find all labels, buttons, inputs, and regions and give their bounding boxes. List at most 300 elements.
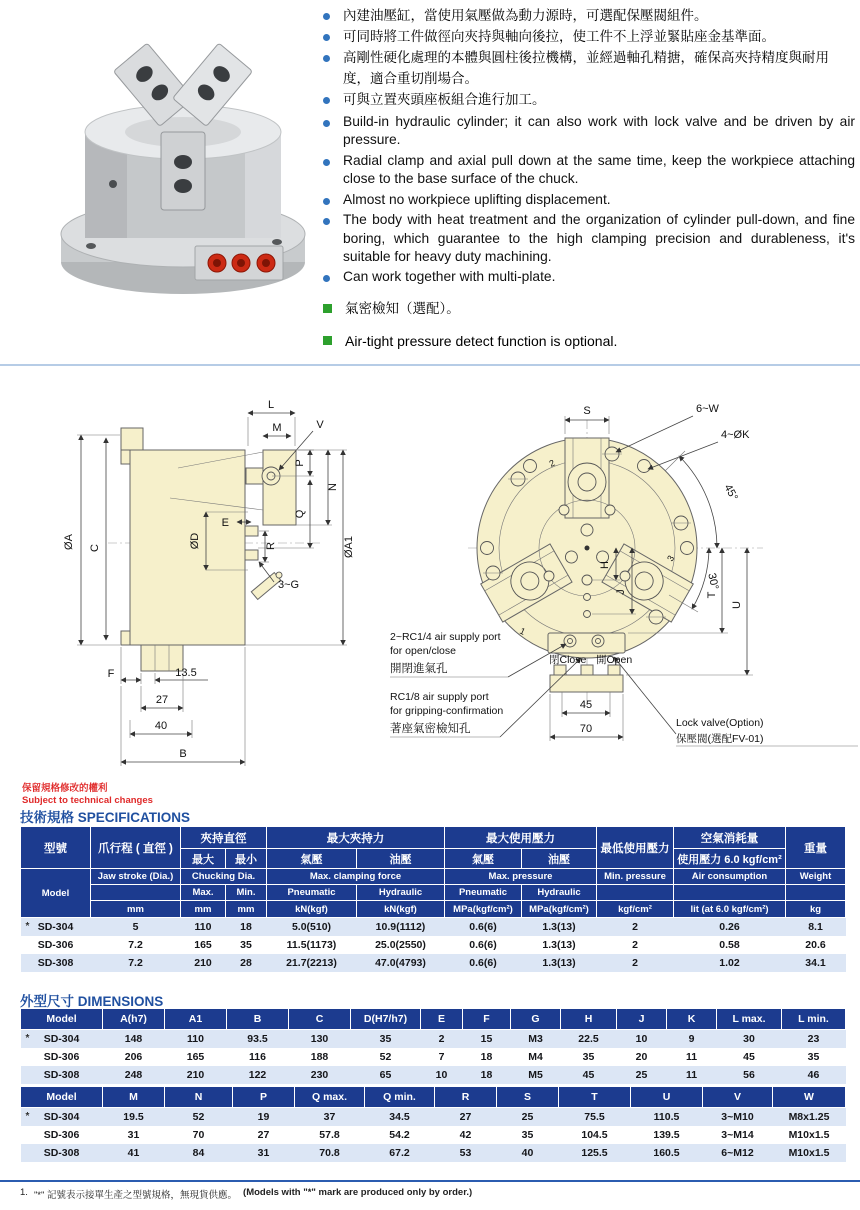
list-item xyxy=(323,27,855,48)
list-item xyxy=(323,211,855,266)
col-header: Min. pressure xyxy=(597,869,674,885)
footnote-number: 1. xyxy=(20,1187,28,1198)
column-header: Q min. xyxy=(365,1087,435,1108)
unit-header: kg xyxy=(786,901,846,918)
table-cell: 3~M10 xyxy=(721,1111,754,1123)
callout-grip-line1: RC1/8 air supply port xyxy=(390,691,489,703)
table-cell: 148 xyxy=(124,1033,143,1045)
footer-rule xyxy=(0,1180,860,1182)
table-cell: M10x1.5 xyxy=(788,1129,830,1141)
model-name: SD-304 xyxy=(43,1033,80,1045)
table-cell: 67.2 xyxy=(389,1147,410,1159)
table-cell: 27 xyxy=(257,1129,270,1141)
table-cell: 160.5 xyxy=(653,1147,680,1159)
specifications-title: 技術規格 SPECIFICATIONS xyxy=(20,810,191,825)
col-header: 氣壓 xyxy=(445,849,522,869)
table-cell: 0.6(6) xyxy=(469,939,497,951)
col-header: Min. xyxy=(226,885,267,901)
table-cell: 25.0(2550) xyxy=(375,939,426,951)
table-cell: M10x1.5 xyxy=(788,1147,830,1159)
table-cell: 8.1 xyxy=(808,921,823,933)
label-close: 閉Close xyxy=(549,654,587,666)
table-cell: 0.6(6) xyxy=(469,957,497,969)
bullet-dot-icon xyxy=(323,159,330,166)
table-cell: 22.5 xyxy=(578,1033,599,1045)
product-photo xyxy=(55,12,315,304)
list-item xyxy=(323,113,855,150)
dim-label-M: M xyxy=(272,422,282,434)
table-cell: 1.3(13) xyxy=(542,957,576,969)
list-item xyxy=(323,6,855,27)
table-cell: 47.0(4793) xyxy=(375,957,426,969)
column-header: J xyxy=(617,1009,667,1030)
table-cell: 0.26 xyxy=(719,921,740,933)
table-cell: M4 xyxy=(528,1051,543,1063)
column-header: C xyxy=(289,1009,351,1030)
table-row xyxy=(21,1108,846,1127)
table-cell: 165 xyxy=(194,939,212,951)
table-cell: 9 xyxy=(688,1033,695,1045)
table-cell: 206 xyxy=(124,1051,143,1063)
table-cell: 10 xyxy=(635,1033,648,1045)
column-header: Model xyxy=(21,1009,103,1030)
col-header: 最大 xyxy=(181,849,226,869)
spec-table-header xyxy=(21,827,846,918)
bullet-dot-icon xyxy=(323,218,330,225)
bullet-text: 高剛性硬化處理的本體與圓柱後拉機構，並經過軸孔精搪，確保高夾持精度與耐用度，適合重切削場合。 xyxy=(343,49,829,87)
table-cell: 37 xyxy=(323,1111,336,1123)
dim-label-6W: 6~W xyxy=(696,403,719,415)
chinese-bullet-list xyxy=(323,6,855,111)
model-cell xyxy=(21,1108,103,1127)
table-row xyxy=(21,1144,846,1162)
list-item xyxy=(323,152,855,189)
bullet-text: The body with heat treatment and the organization of cylinder pull-down, and fine boring, which guarantee to the high clamping precision and durableness, it's suitable for heavy duty machining. xyxy=(343,212,855,264)
header-row xyxy=(21,1087,846,1108)
table-cell: 210 xyxy=(194,957,212,969)
table-cell: 5 xyxy=(132,921,139,933)
table-cell: M5 xyxy=(528,1069,543,1081)
table-cell: 75.5 xyxy=(584,1111,605,1123)
table-cell: 7.2 xyxy=(128,957,143,969)
dim-label-T: T xyxy=(706,591,718,599)
column-header: G xyxy=(511,1009,561,1030)
table-cell: 165 xyxy=(186,1051,205,1063)
col-header: 油壓 xyxy=(522,849,597,869)
bullet-text: 氣密檢知（選配）。 xyxy=(345,300,460,317)
model-cell xyxy=(21,1048,103,1066)
column-header: L max. xyxy=(717,1009,782,1030)
option-bullet-list xyxy=(323,300,855,350)
col-header: Chucking Dia. xyxy=(181,869,267,885)
header-row xyxy=(21,1009,846,1030)
table-row xyxy=(21,1126,846,1144)
bullet-text: 可與立置夾頭座板組合進行加工。 xyxy=(343,91,546,108)
list-item xyxy=(323,268,855,286)
column-header: K xyxy=(667,1009,717,1030)
dim-label-R: R xyxy=(265,542,277,550)
list-item xyxy=(323,48,855,90)
dim-label-4OK: 4~ØK xyxy=(721,429,750,441)
dimensions-table-1 xyxy=(20,1008,846,1084)
dim-label-H: H xyxy=(599,561,611,569)
bullet-dot-icon xyxy=(323,120,330,127)
base-hole xyxy=(86,243,96,249)
table-cell: 70.8 xyxy=(319,1147,340,1159)
bullet-text: Radial clamp and axial pull down at the same time, keep the workpiece attaching close to the base surface of the chuck. xyxy=(343,152,855,187)
table-cell: 18 xyxy=(480,1069,493,1081)
dims1-body xyxy=(21,1030,846,1085)
dim-label-S: S xyxy=(583,405,591,417)
bullet-text: Air-tight pressure detect function is optional. xyxy=(345,332,618,349)
table-cell: 34.1 xyxy=(805,957,826,969)
table-cell: 10 xyxy=(435,1069,448,1081)
footnote-en: (Models with "*" mark are produced only by order.) xyxy=(243,1187,473,1198)
table-cell: 70 xyxy=(192,1129,205,1141)
table-cell: 20.6 xyxy=(805,939,826,951)
col-header: Max. pressure xyxy=(445,869,597,885)
table-cell: M8x1.25 xyxy=(788,1111,830,1123)
unit-header: kgf/cm² xyxy=(597,901,674,918)
bullet-text: Can work together with multi-plate. xyxy=(343,269,556,285)
technical-drawing-face-view xyxy=(388,390,860,778)
col-header: 氣壓 xyxy=(267,849,357,869)
callout-grip-line2: for gripping-confirmation xyxy=(390,705,504,717)
table-cell: 31 xyxy=(257,1147,270,1159)
col-header-empty xyxy=(91,885,181,901)
jaw-front xyxy=(161,132,205,210)
col-header: 最低使用壓力 xyxy=(597,827,674,869)
col-header: 爪行程 ( 直徑 ) xyxy=(91,827,181,869)
col-header: Pneumatic xyxy=(445,885,522,901)
table-cell: 15 xyxy=(480,1033,493,1045)
notice-en: Subject to technical changes xyxy=(22,795,153,807)
callout-open-line3: 開閉進氣孔 xyxy=(390,663,448,675)
model-name: SD-308 xyxy=(43,1147,80,1159)
dimensions-table-2 xyxy=(20,1086,846,1162)
dim-label-E: E xyxy=(221,517,229,529)
model-name: SD-304 xyxy=(43,1111,80,1123)
table-cell: 27 xyxy=(459,1111,472,1123)
dim-label-N: N xyxy=(327,483,339,491)
col-header: 油壓 xyxy=(357,849,445,869)
dim-label-OA1: ØA1 xyxy=(343,535,355,559)
notice-zh: 保留規格修改的權利 xyxy=(22,783,108,794)
model-cell xyxy=(21,936,91,954)
table-cell: 45 xyxy=(582,1069,595,1081)
table-cell: 6~M12 xyxy=(721,1147,754,1159)
col-header: Pneumatic xyxy=(267,885,357,901)
table-cell: 2 xyxy=(438,1033,445,1045)
model-name: SD-308 xyxy=(37,957,74,969)
dim-label-U: U xyxy=(731,601,743,609)
jaw-number-2: 2 xyxy=(547,457,557,469)
table-cell: 248 xyxy=(124,1069,143,1081)
body-port xyxy=(109,180,117,188)
table-cell: 35 xyxy=(240,939,252,951)
column-header: B xyxy=(227,1009,289,1030)
list-item xyxy=(323,90,855,111)
table-cell: 40 xyxy=(521,1147,534,1159)
col-header: 型號 xyxy=(21,827,91,869)
jaw-number-1: 1 xyxy=(518,625,527,637)
bullet-dot-icon xyxy=(323,34,330,41)
table-cell: 84 xyxy=(192,1147,205,1159)
table-cell: 2 xyxy=(632,957,638,969)
dim-label-B: B xyxy=(179,748,187,760)
table-cell: 110 xyxy=(187,1033,204,1045)
bullet-square-icon xyxy=(323,304,332,313)
model-cell xyxy=(21,1066,103,1084)
bullet-text: 可同時將工件做徑向夾持與軸向後拉，使工件不上浮並緊貼座金基準面。 xyxy=(343,28,775,45)
english-bullet-list xyxy=(323,113,855,287)
red-port-bore xyxy=(213,259,221,267)
col-header: 空氣消耗量 xyxy=(674,827,786,849)
table-cell: 7 xyxy=(438,1051,445,1063)
table-row xyxy=(21,1030,846,1049)
table-cell: 230 xyxy=(310,1069,329,1081)
unit-header: MPa(kgf/cm²) xyxy=(522,901,597,918)
chuck-photo-illustration xyxy=(55,12,315,304)
table-cell: 19 xyxy=(257,1111,270,1123)
table-cell: 1.02 xyxy=(719,957,740,969)
table-cell: 1.3(13) xyxy=(542,939,576,951)
table-cell: 41 xyxy=(127,1147,140,1159)
table-cell: 2 xyxy=(632,939,638,951)
unit-header: mm xyxy=(181,901,226,918)
dim-label-L: L xyxy=(267,399,275,411)
column-header: R xyxy=(435,1087,497,1108)
column-header: S xyxy=(497,1087,559,1108)
col-header: Model xyxy=(21,869,91,918)
dimensions-title: 外型尺寸 DIMENSIONS xyxy=(20,994,164,1009)
model-cell xyxy=(21,1030,103,1049)
column-header: A1 xyxy=(165,1009,227,1030)
table-cell: 34.5 xyxy=(389,1111,410,1123)
table-cell: 46 xyxy=(807,1069,820,1081)
dim-label-13-5: 13.5 xyxy=(175,667,197,679)
dim-label-J: J xyxy=(615,589,627,595)
col-header: 最小 xyxy=(226,849,267,869)
table-cell: 104.5 xyxy=(581,1129,608,1141)
table-cell: 188 xyxy=(310,1051,329,1063)
table-cell: 52 xyxy=(192,1111,205,1123)
dims2-body xyxy=(21,1108,846,1163)
dim-label-C: C xyxy=(89,544,101,552)
col-header: Max. clamping force xyxy=(267,869,445,885)
base-hole xyxy=(272,239,282,245)
table-cell: 35 xyxy=(807,1051,820,1063)
table-cell: 1.3(13) xyxy=(542,921,576,933)
column-header: N xyxy=(165,1087,233,1108)
table-cell: 20 xyxy=(635,1051,648,1063)
table-cell: 11.5(1173) xyxy=(286,939,337,951)
unit-header: MPa(kgf/cm²) xyxy=(445,901,522,918)
col-header: Jaw stroke (Dia.) xyxy=(91,869,181,885)
table-cell: 28 xyxy=(240,957,252,969)
spec-table-body xyxy=(21,918,846,973)
model-name: SD-306 xyxy=(37,939,74,951)
table-cell: 35 xyxy=(582,1051,595,1063)
model-cell xyxy=(21,918,91,937)
table-cell: 25 xyxy=(521,1111,534,1123)
list-item xyxy=(323,332,855,350)
column-header: F xyxy=(463,1009,511,1030)
table-cell: 3~M14 xyxy=(721,1129,754,1141)
technical-drawing-side-view xyxy=(58,390,403,778)
bullet-text: Build-in hydraulic cylinder; it can also work with lock valve and be driven by air pressure. xyxy=(343,113,855,148)
red-port-bore xyxy=(237,259,245,267)
dim-label-V: V xyxy=(316,419,324,431)
table-cell: 210 xyxy=(186,1069,205,1081)
table-cell: 30 xyxy=(743,1033,755,1045)
col-header: 重量 xyxy=(786,827,846,869)
table-cell: 56 xyxy=(743,1069,755,1081)
footnote-zh: "*" 記號表示接單生產之型號規格，無現貨供應。 xyxy=(33,1190,238,1201)
part-outline xyxy=(108,428,320,671)
model-cell xyxy=(21,1144,103,1162)
table-cell: 25 xyxy=(635,1069,648,1081)
column-header: W xyxy=(773,1087,846,1108)
col-header: 夾持直徑 xyxy=(181,827,267,849)
dim-label-70: 70 xyxy=(579,723,593,735)
callout-grip-line3: 著座氣密檢知孔 xyxy=(390,723,471,735)
table-cell: 122 xyxy=(248,1069,267,1081)
model-name: SD-304 xyxy=(37,921,74,933)
bullet-dot-icon xyxy=(323,55,330,62)
table-cell: 54.2 xyxy=(389,1129,410,1141)
made-to-order-star: * xyxy=(25,1033,30,1044)
dim-label-OD: ØD xyxy=(189,532,201,550)
table-cell: 45 xyxy=(743,1051,755,1063)
column-header: P xyxy=(233,1087,295,1108)
dims2-header xyxy=(21,1087,846,1108)
dim-label-45: 45 xyxy=(579,699,593,711)
column-header: H xyxy=(561,1009,617,1030)
dim-label-Q: Q xyxy=(294,509,306,519)
feature-bullets xyxy=(323,6,855,350)
table-row xyxy=(21,936,846,954)
table-cell: 65 xyxy=(379,1069,392,1081)
unit-header: mm xyxy=(226,901,267,918)
col-header-empty xyxy=(674,885,786,901)
bullet-dot-icon xyxy=(323,97,330,104)
table-cell: 0.58 xyxy=(719,939,740,951)
unit-header: kN(kgf) xyxy=(357,901,445,918)
column-header: Q max. xyxy=(295,1087,365,1108)
table-cell: 23 xyxy=(807,1033,820,1045)
model-cell xyxy=(21,954,91,972)
table-cell: 93.5 xyxy=(247,1033,268,1045)
col-header: Weight xyxy=(786,869,846,885)
table-cell: 18 xyxy=(240,921,252,933)
bullet-text: 內建油壓缸，當使用氣壓做為動力源時，可選配保壓閥組件。 xyxy=(343,8,708,24)
column-header: L min. xyxy=(782,1009,846,1030)
model-name: SD-308 xyxy=(43,1069,80,1081)
dims1-header xyxy=(21,1009,846,1030)
bullet-dot-icon xyxy=(323,13,330,20)
dim-label-G: 3~G xyxy=(278,579,300,591)
bullet-dot-icon xyxy=(323,275,330,282)
dim-label-40: 40 xyxy=(154,720,168,732)
table-cell: 52 xyxy=(379,1051,392,1063)
col-header: Hydraulic xyxy=(357,885,445,901)
col-header: Max. xyxy=(181,885,226,901)
unit-header: mm xyxy=(91,901,181,918)
unit-header: lit (at 6.0 kgf/cm²) xyxy=(674,901,786,918)
dim-label-27: 27 xyxy=(155,694,169,706)
bullet-dot-icon xyxy=(323,198,330,205)
section-divider xyxy=(0,364,860,366)
column-header: Model xyxy=(21,1087,103,1108)
dim-label-45deg: 45° xyxy=(721,482,740,503)
model-name: SD-306 xyxy=(43,1051,80,1063)
dim-label-P: P xyxy=(294,459,306,467)
table-cell: 19.5 xyxy=(123,1111,144,1123)
footnote xyxy=(20,1187,472,1201)
callout-valve-line1: Lock valve(Option) xyxy=(676,717,764,729)
column-header: V xyxy=(703,1087,773,1108)
col-header: 使用壓力 6.0 kgf/cm² xyxy=(674,849,786,869)
table-cell: 116 xyxy=(249,1051,266,1063)
jaw-number-3: 3 xyxy=(665,553,677,563)
table-cell: M3 xyxy=(528,1033,543,1045)
table-cell: 10.9(1112) xyxy=(375,921,426,933)
dim-label-F: F xyxy=(107,668,115,680)
made-to-order-star: * xyxy=(25,921,30,932)
column-header: A(h7) xyxy=(103,1009,165,1030)
bullet-text: Almost no workpiece uplifting displacement. xyxy=(343,191,611,207)
table-cell: 125.5 xyxy=(581,1147,608,1159)
table-cell: 57.8 xyxy=(319,1129,340,1141)
table-cell: 35 xyxy=(521,1129,534,1141)
col-header-empty xyxy=(786,885,846,901)
col-header: Air consumption xyxy=(674,869,786,885)
col-header: 最大使用壓力 xyxy=(445,827,597,849)
made-to-order-star: * xyxy=(25,1111,30,1122)
table-cell: 31 xyxy=(127,1129,140,1141)
dim-label-OA: ØA xyxy=(63,534,75,550)
callout-valve-line2: 保壓閥(選配FV-01) xyxy=(676,733,764,745)
table-cell: 11 xyxy=(685,1069,698,1081)
callout-open-line1: 2~RC1/4 air supply port xyxy=(390,631,501,643)
column-header: E xyxy=(421,1009,463,1030)
col-header: Hydraulic xyxy=(522,885,597,901)
table-cell: 130 xyxy=(310,1033,329,1045)
label-open: 開Open xyxy=(596,654,633,666)
table-cell: 42 xyxy=(459,1129,472,1141)
technical-changes-notice xyxy=(22,783,153,808)
list-item xyxy=(323,191,855,209)
table-row xyxy=(21,918,846,937)
table-cell: 53 xyxy=(459,1147,472,1159)
unit-header: kN(kgf) xyxy=(267,901,357,918)
table-cell: 0.6(6) xyxy=(469,921,497,933)
column-header: U xyxy=(631,1087,703,1108)
table-cell: 7.2 xyxy=(128,939,143,951)
table-cell: 18 xyxy=(480,1051,493,1063)
callout-open-line2: for open/close xyxy=(390,645,456,657)
col-header: 最大夾持力 xyxy=(267,827,445,849)
table-cell: 5.0(510) xyxy=(291,921,332,933)
table-cell: 21.7(2213) xyxy=(286,957,337,969)
bullet-square-icon xyxy=(323,336,332,345)
model-name: SD-306 xyxy=(43,1129,80,1141)
column-header: D(H7/h7) xyxy=(351,1009,421,1030)
table-cell: 35 xyxy=(379,1033,392,1045)
table-row xyxy=(21,1066,846,1084)
column-header: M xyxy=(103,1087,165,1108)
